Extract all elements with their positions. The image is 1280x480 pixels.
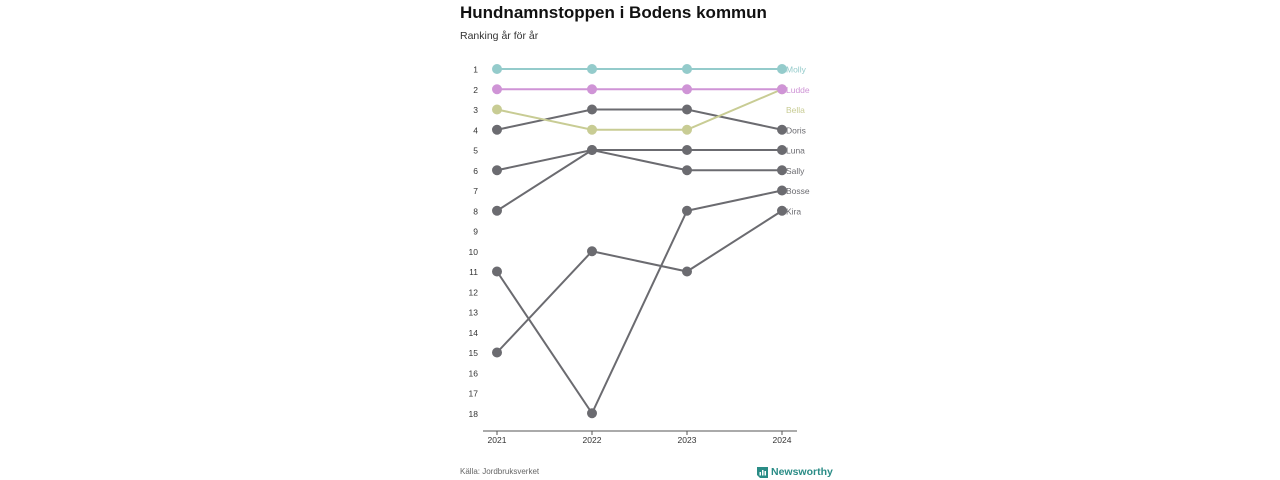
data-point-doris[interactable] — [682, 105, 692, 115]
brand-logo[interactable] — [757, 466, 833, 478]
x-tick-label: 2023 — [677, 435, 697, 445]
y-tick-label: 14 — [468, 327, 478, 338]
data-point-bosse[interactable] — [492, 267, 502, 277]
source-note: Källa: Jordbruksverket — [460, 467, 540, 476]
y-tick-label: 16 — [468, 368, 478, 379]
data-point-molly[interactable] — [492, 64, 502, 74]
x-tick-label: 2022 — [582, 435, 602, 445]
chart-subtitle: Ranking år för år — [460, 30, 539, 42]
series-labels — [786, 65, 810, 217]
series-label-ludde: Ludde — [786, 84, 810, 95]
series-label-bella: Bella — [786, 105, 805, 115]
series-label-bosse: Bosse — [786, 186, 810, 196]
y-tick-label: 9 — [473, 226, 478, 237]
series-lines — [497, 69, 782, 413]
data-point-kira[interactable] — [587, 246, 597, 256]
series-label-sally: Sally — [786, 165, 805, 176]
y-tick-label: 2 — [473, 84, 478, 95]
data-point-molly[interactable] — [682, 64, 692, 74]
y-tick-label: 17 — [468, 388, 478, 399]
y-tick-label: 7 — [473, 186, 478, 196]
newsworthy-logo-icon — [757, 467, 768, 478]
data-point-ludde[interactable] — [682, 84, 692, 94]
chart-title: Hundnamnstoppen i Bodens kommun — [460, 3, 767, 22]
data-point-kira[interactable] — [492, 348, 502, 358]
data-point-bosse[interactable] — [587, 408, 597, 418]
data-point-doris[interactable] — [492, 125, 502, 135]
series-label-doris: Doris — [786, 125, 806, 136]
data-point-sally[interactable] — [492, 165, 502, 175]
y-tick-label: 12 — [468, 287, 478, 298]
series-label-molly: Molly — [786, 64, 806, 75]
y-tick-label: 6 — [473, 165, 478, 176]
series-label-luna: Luna — [786, 145, 805, 156]
y-tick-label: 18 — [468, 408, 478, 419]
data-point-bella[interactable] — [682, 125, 692, 135]
brand-name: Newsworthy — [771, 466, 833, 478]
data-point-bosse[interactable] — [682, 206, 692, 216]
y-tick-label: 8 — [473, 206, 478, 217]
data-point-ludde[interactable] — [492, 84, 502, 94]
data-point-luna[interactable] — [682, 145, 692, 155]
data-point-luna[interactable] — [492, 206, 502, 216]
data-point-sally[interactable] — [682, 165, 692, 175]
x-tick-label: 2021 — [487, 435, 507, 445]
y-tick-label: 13 — [468, 307, 478, 318]
data-point-molly[interactable] — [587, 64, 597, 74]
series-label-kira: Kira — [786, 206, 802, 217]
series-line-bosse — [497, 191, 782, 414]
y-axis-ticks — [469, 65, 479, 419]
y-tick-label: 1 — [473, 64, 478, 75]
x-axis — [483, 431, 797, 445]
data-point-bella[interactable] — [587, 125, 597, 135]
y-tick-label: 10 — [468, 246, 478, 257]
data-point-doris[interactable] — [587, 105, 597, 115]
y-tick-label: 11 — [469, 267, 478, 277]
x-tick-label: 2024 — [772, 435, 792, 445]
y-tick-label: 3 — [473, 105, 478, 115]
y-tick-label: 4 — [473, 125, 478, 136]
data-point-luna[interactable] — [587, 145, 597, 155]
y-tick-label: 5 — [473, 145, 478, 156]
data-point-kira[interactable] — [682, 267, 692, 277]
data-point-ludde[interactable] — [587, 84, 597, 94]
data-point-bella[interactable] — [492, 105, 502, 115]
series-line-kira — [497, 211, 782, 353]
series-line-sally — [497, 150, 782, 170]
y-tick-label: 15 — [468, 348, 478, 358]
